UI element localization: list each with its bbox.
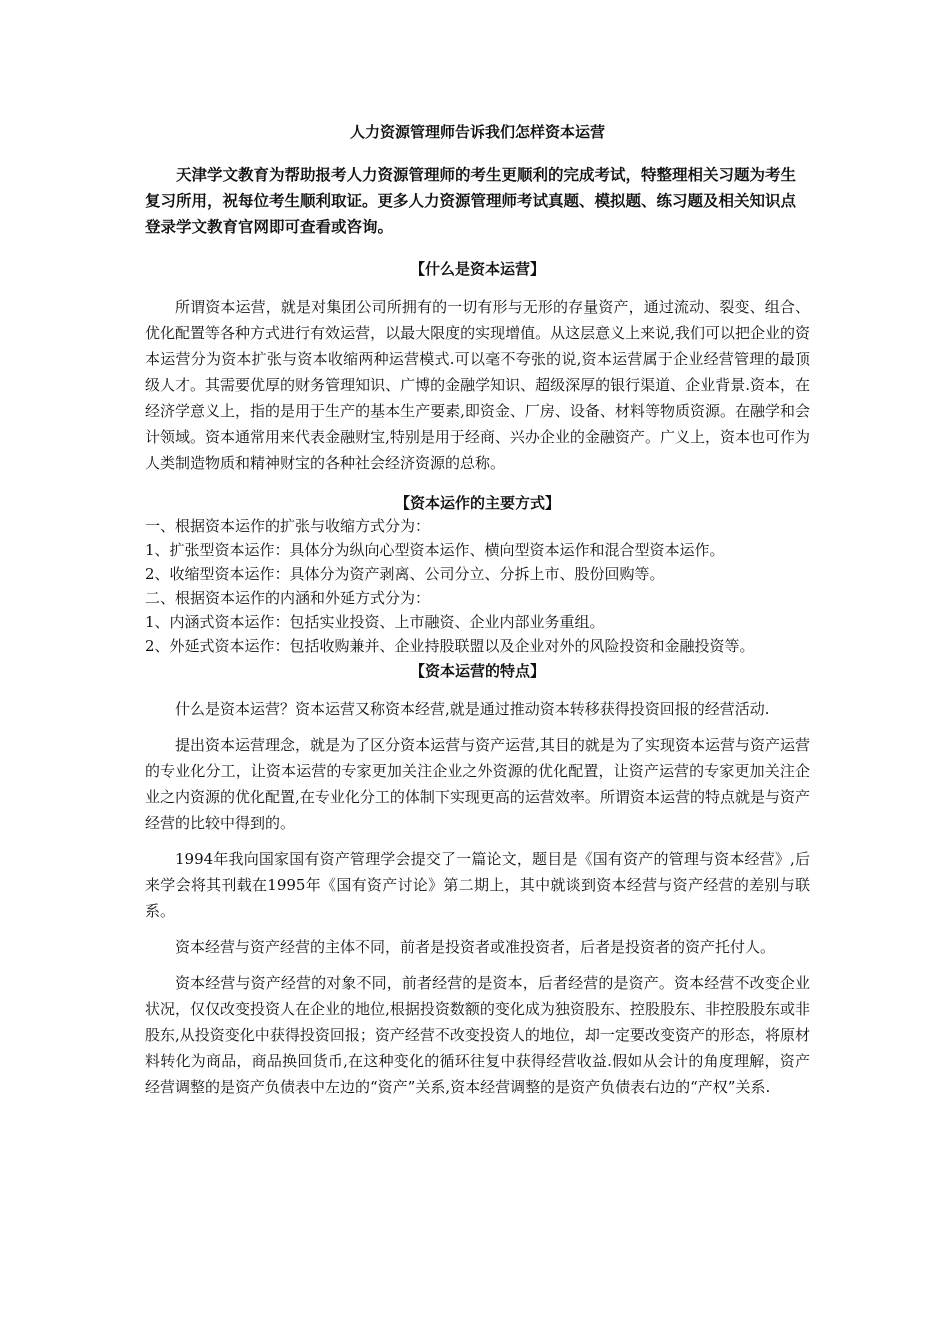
document-title: 人力资源管理师告诉我们怎样资本运营 [349,123,605,141]
section3-paragraph-4: 资本经营与资产经营的主体不同，前者是投资者或准投资者，后者是投资者的资产托付人。 [175,938,776,956]
section3-paragraph-3: 1994年我向国家国有资产管理学会提交了一篇论文，题目是《国有资产的管理与资本经营》,后来学会将其刊载在1995年《国有资产讨论》第二期上，其中就谈到资本经营与资产经营的差别与联系。 [145,850,810,920]
section1-paragraph: 所谓资本运营，就是对集团公司所拥有的一切有形与无形的存量资产，通过流动、裂变、组合、优化配置等各种方式进行有效运营，以最大限度的实现增值。从这层意义上来说,我们可以把企业的资本运营分为资本扩张与资本收缩两种运营模式.可以毫不夸张的说,资本运营属于企业经营管理的最顶级人才。其需要优厚的财务管理知识、广博的金融学知识、超级深厚的银行渠道、企业背景.资本，在经济学意义上，指的是用于生产的基本生产要素,即资金、厂房、设备、材料等物质资源。在融学和会计领域。资本通常用来代表金融财宝,特别是用于经商、兴办企业的金融资产。广义上，资本也可作为人类制造物质和精神财宝的各种社会经济资源的总称。 [145,298,810,472]
list-item: 1、扩张型资本运作：具体分为纵向心型资本运作、横向型资本运作和混合型资本运作。 [145,541,725,559]
list-item: 一、根据资本运作的扩张与收缩方式分为： [145,517,431,535]
list-item: 二、根据资本运作的内涵和外延方式分为： [145,589,431,607]
section3-paragraph-2: 提出资本运营理念，就是为了区分资本运营与资产运营,其目的就是为了实现资本运营与资产运营的专业化分工，让资本运营的专家更加关注企业之外资源的优化配置，让资产运营的专家更加关注企业之内资源的优化配置,在专业化分工的体制下实现更高的运营效率。所谓资本运营的特点就是与资产经营的比较中得到的。 [145,736,810,832]
methods-list [145,514,810,658]
intro-paragraph: 天津学文教育为帮助报考人力资源管理师的考生更顺利的完成考试，特整理相关习题为考生复习所用，祝每位考生顺利取证。更多人力资源管理师考试真题、模拟题、练习题及相关知识点登录学文教育官网即可查看或咨询。 [145,166,797,236]
section-heading-main-methods: 【资本运作的主要方式】 [394,494,560,512]
section3-paragraph-5: 资本经营与资产经营的对象不同，前者经营的是资本，后者经营的是资产。资本经营不改变企业状况，仅仅改变投资人在企业的地位,根据投资数额的变化成为独资股东、控股股东、非控股股东或非股东,从投资变化中获得投资回报；资产经营不改变投资人的地位，却一定要改变资产的形态，将原材料转化为商品，商品换回货币,在这种变化的循环往复中获得经营收益.假如从会计的角度理解，资产经营调整的是资产负债表中左边的“资产”关系,资本经营调整的是资产负债表右边的“产权”关系. [145,974,810,1096]
section3-paragraph-1: 什么是资本运营？资本运营又称资本经营,就是通过推动资本转移获得投资回报的经营活动. [175,700,770,718]
list-item: 2、外延式资本运作：包括收购兼并、企业持股联盟以及企业对外的风险投资和金融投资等。 [145,637,755,655]
section-heading-what-is-capital-operation: 【什么是资本运营】 [409,260,545,278]
list-item: 2、收缩型资本运作：具体分为资产剥离、公司分立、分拆上市、股份回购等。 [145,565,665,583]
section-heading-characteristics: 【资本运营的特点】 [409,662,545,680]
list-item: 1、内涵式资本运作：包括实业投资、上市融资、企业内部业务重组。 [145,613,605,631]
